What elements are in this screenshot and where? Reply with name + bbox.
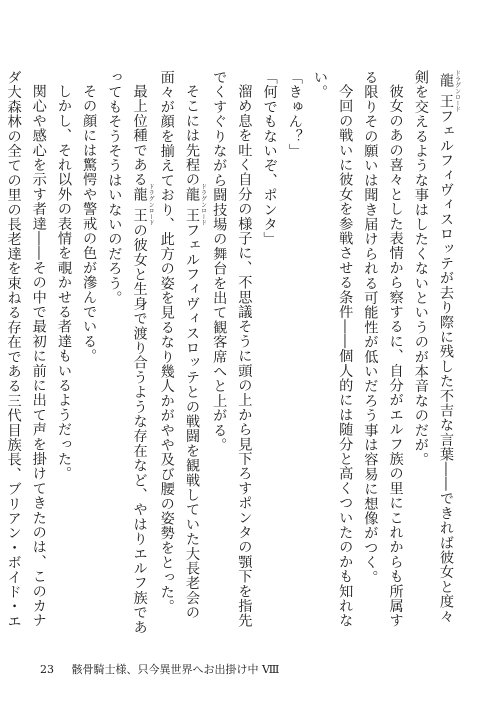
ruby-reading: ドラグンロード xyxy=(453,70,461,112)
ruby-reading: ドラグンロード xyxy=(147,184,155,227)
text-run: その顔には驚愕や警戒の色が滲んでいる。 xyxy=(81,84,98,364)
text-run: 溜め息を吐く自分の様子に、不思議そうに頭の上から見下ろすポンタの顎下を指先でくすぐりながら闘技場の舞台を出て観客席へと上がる。 xyxy=(211,70,253,629)
paragraph xyxy=(76,70,101,635)
text-run: 「きゅん？」 xyxy=(286,70,303,159)
text-run: フェルフィヴィスロッテが去り際に残した不吉な言葉――できれば彼女と度々剣を交えるような事はしたくないというのが本音なのだが。 xyxy=(412,70,454,624)
paragraph xyxy=(51,70,76,635)
page-number: 23 xyxy=(40,663,54,676)
paragraph xyxy=(408,70,460,635)
paragraph xyxy=(357,70,407,635)
ruby-term xyxy=(438,70,461,112)
body-text xyxy=(5,70,461,635)
paragraph xyxy=(101,70,153,635)
text-run: 「何でもないぞ、ポンタ」 xyxy=(261,70,278,247)
text-run: 今回の戦いに彼女を参戦させる条件――個人的には随分と高くついたのかも知れない。 xyxy=(311,70,354,629)
ruby-term xyxy=(131,184,155,227)
text-run: 関心や感心を示す者達――その中で最初に前に出て声を掛けてきたのは、このカナダ大森林の全ての里の長老達を束ねる存在である三代目族長、ブリアン・ボイド・エ xyxy=(5,70,47,629)
page-footer xyxy=(40,663,279,677)
ruby-term xyxy=(183,184,207,227)
text-run: の彼女と生身で渡り合うような存在など、やはりエルフ族であってもそうそうはいないのだろう。 xyxy=(106,70,148,635)
text-run: しかし、それ以外の表情を覗かせる者達もいるようだった。 xyxy=(55,84,72,482)
ruby-base: 龍王 xyxy=(183,184,200,227)
ruby-reading: ドラグンロード xyxy=(199,184,207,227)
text-run: 最上位種である xyxy=(131,84,148,188)
text-run: フェルフィヴィスロッテとの戦闘を観戦していた大長老会の面々が顔を揃えており、此方の姿を見るなり幾人かがやや及び腰の姿勢をとった。 xyxy=(158,70,200,620)
paragraph xyxy=(256,70,281,635)
running-title: 骸骨騎士様、只今異世界へお出掛け中 Ⅷ xyxy=(71,663,280,676)
paragraph xyxy=(307,70,357,635)
text-run: そこには先程の xyxy=(183,84,200,188)
paragraph xyxy=(154,70,206,635)
ruby-base: 龍王 xyxy=(438,70,454,112)
ruby-base: 龍王 xyxy=(131,184,148,227)
paragraph xyxy=(282,70,307,635)
paragraph xyxy=(0,70,51,635)
text-run: 彼女のあの喜々とした表情から察するに、自分がエルフ族の里にこれからも所属する限りその願いは聞き届けられる可能性が低いだろう事は容易に想像がつく。 xyxy=(362,70,404,629)
paragraph xyxy=(206,70,256,635)
